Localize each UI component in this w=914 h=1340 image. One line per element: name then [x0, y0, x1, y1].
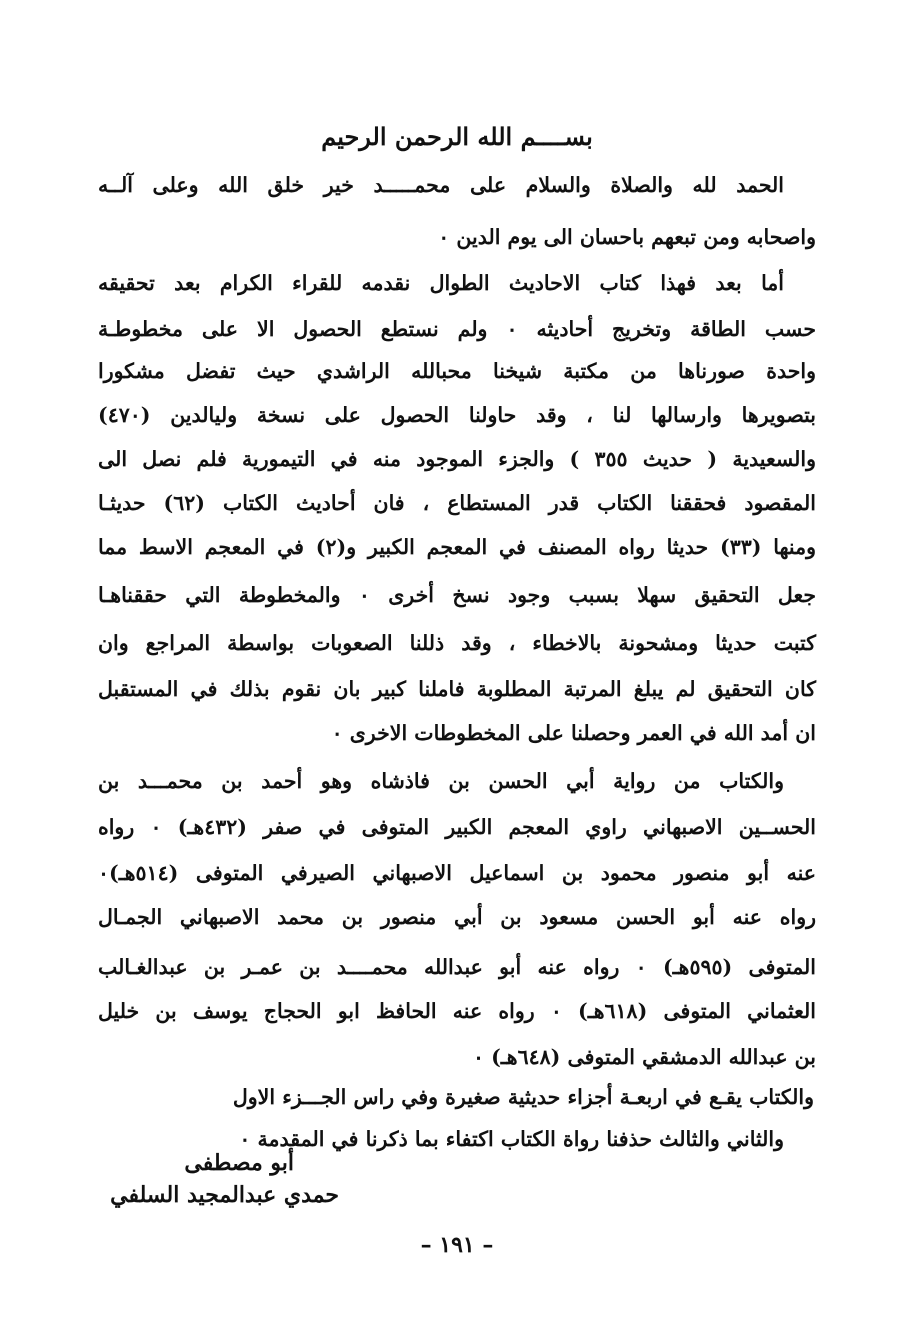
- text-line: والسعيدية ( حديث ٣٥٥ ) والجزء الموجود منه في التيمورية فلم نصل الى: [98, 447, 816, 471]
- text-line: عنه أبو منصور محمود بن اسماعيل الاصبهاني الصيرفي المتوفى (٥١٤هـ)٠: [98, 861, 816, 885]
- text-line: ان أمد الله في العمر وحصلنا على المخطوطات الاخرى ٠: [331, 721, 816, 745]
- text-line: بن عبدالله الدمشقي المتوفى (٦٤٨هـ) ٠: [472, 1045, 816, 1069]
- text-line: والثاني والثالث حذفنا رواة الكتاب اكتفاء بما ذكرنا في المقدمة ٠: [239, 1127, 784, 1151]
- basmala-heading: بســــم الله الرحمن الرحيم: [321, 122, 593, 151]
- text-line: الحســين الاصبهاني راوي المعجم الكبير المتوفى في صفر (٤٣٢هـ) ٠ رواه: [98, 815, 816, 839]
- signature-kunya: أبو مصطفى: [184, 1150, 294, 1176]
- signature-name: حمدي عبدالمجيد السلفي: [110, 1182, 339, 1208]
- text-line: أما بعد فهذا كتاب الاحاديث الطوال نقدمه للقراء الكرام بعد تحقيقه: [98, 271, 784, 295]
- page-number: – ١٩١ –: [420, 1232, 494, 1258]
- text-line: والكتاب من رواية أبي الحسن بن فاذشاه وهو أحمد بن محمـــد بن: [98, 769, 784, 793]
- text-line: ومنها (٣٣) حديثا رواه المصنف في المعجم الكبير و(٢) في المعجم الاسط مما: [98, 535, 816, 559]
- text-line: حسب الطاقة وتخريج أحاديثه ٠ ولم نستطع الحصول الا على مخطوطـة: [98, 317, 816, 341]
- text-line: كان التحقيق لم يبلغ المرتبة المطلوبة فاملنا كبير بان نقوم بذلك في المستقبل: [98, 677, 816, 701]
- text-line: العثماني المتوفى (٦١٨هـ) ٠ رواه عنه الحافظ ابو الحجاج يوسف بن خليل: [98, 999, 816, 1023]
- text-line: الحمد لله والصلاة والسلام على محمـــــد خير خلق الله وعلى آلــه: [98, 173, 784, 197]
- text-line: رواه عنه أبو الحسن مسعود بن أبي منصور بن محمد الاصبهاني الجمـال: [98, 905, 816, 929]
- text-line: المتوفى (٥٩٥هـ) ٠ رواه عنه أبو عبدالله محمــــد بن عمـر بن عبدالغـالب: [98, 955, 816, 979]
- text-line: المقصود فحققنا الكتاب قدر المستطاع ، فان أحاديث الكتاب (٦٢) حديثـا: [98, 491, 816, 515]
- text-line: واحدة صورناها من مكتبة شيخنا محبالله الراشدي حيث تفضل مشكورا: [98, 359, 816, 383]
- text-line: بتصويرها وارسالها لنا ، وقد حاولنا الحصول على نسخة وليالدين (٤٧٠): [98, 403, 816, 427]
- text-line: والكتاب يقـع في اربعـة أجزاء حديثية صغيرة وفي راس الجـــزء الاول: [232, 1085, 814, 1109]
- text-line: كتبت حديثا ومشحونة بالاخطاء ، وقد ذللنا الصعوبات بواسطة المراجع وان: [98, 631, 816, 655]
- text-line: جعل التحقيق سهلا بسبب وجود نسخ أخرى ٠ والمخطوطة التي حققناهـا: [98, 583, 816, 607]
- text-line: واصحابه ومن تبعهم باحسان الى يوم الدين ٠: [438, 225, 816, 249]
